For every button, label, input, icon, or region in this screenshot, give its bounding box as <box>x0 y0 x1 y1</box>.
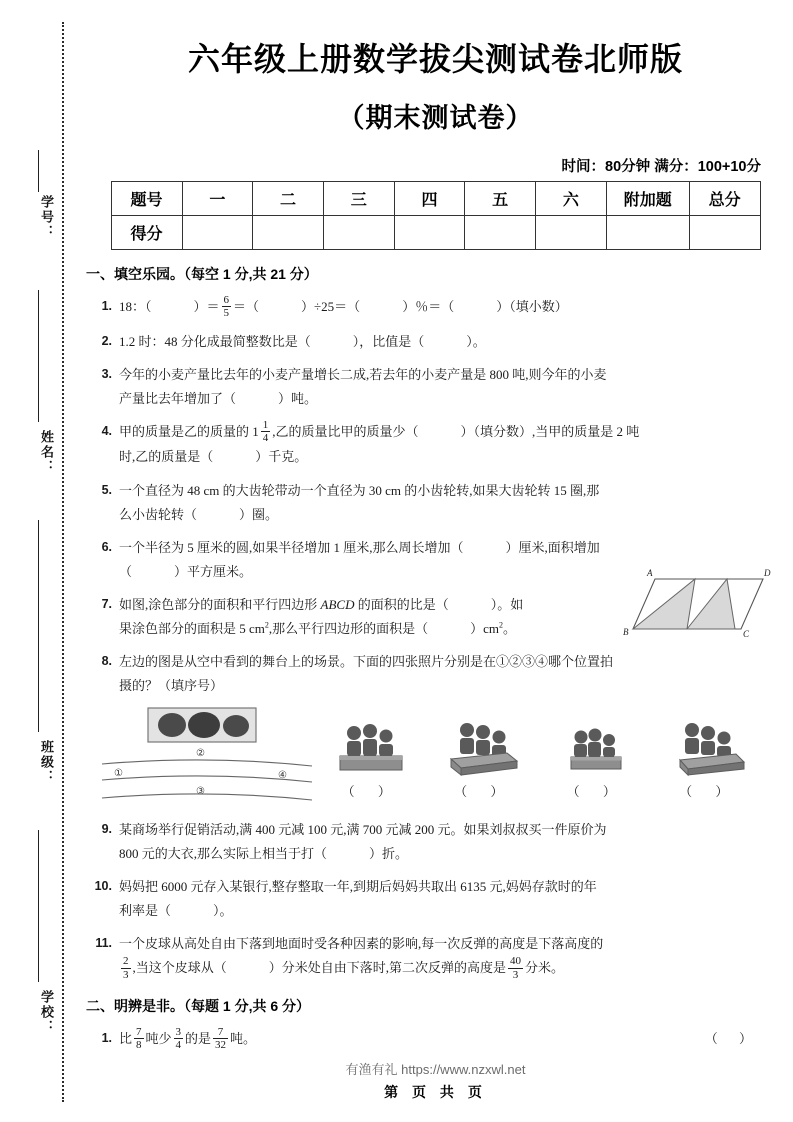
svg-text:D: D <box>764 567 771 578</box>
question-9-number: 9. <box>101 821 112 836</box>
margin-rule-4 <box>38 830 39 982</box>
q11-fraction-1-numerator: 2 <box>123 955 129 968</box>
stage-photo-1-answer[interactable]: （ ） <box>341 783 401 799</box>
q11-line-2 <box>119 956 765 982</box>
q7-line-1 <box>119 593 589 617</box>
q7-text-f: ）cm <box>470 620 500 636</box>
svg-text:①: ① <box>114 767 123 779</box>
score-table-col-total: 总分 <box>689 182 760 216</box>
question-10 <box>86 875 765 923</box>
question-3-body <box>119 363 765 411</box>
question-11 <box>86 932 765 982</box>
stage-photo-3 <box>547 719 645 802</box>
q10-text-a: 利率是（ <box>119 903 172 919</box>
tf1-fraction-1-numerator: 7 <box>136 1025 142 1038</box>
q2-text-c: ）。 <box>466 333 486 349</box>
margin-label-class: 班级： <box>39 740 54 785</box>
tf1-fraction-3 <box>213 1026 228 1052</box>
score-table-col-3: 三 <box>323 182 394 216</box>
score-cell-3[interactable] <box>323 216 394 250</box>
margin-rule-2 <box>38 290 39 422</box>
svg-text:②: ② <box>196 747 205 759</box>
question-5 <box>86 479 765 527</box>
q3-text-b: ）吨。 <box>278 390 318 406</box>
q7-text-e: ,那么平行四边形的面积是（ <box>268 620 429 636</box>
question-2 <box>86 330 765 354</box>
q9-line-1: 某商场举行促销活动,满 400 元减 100 元,满 700 元减 200 元。如果刘叔叔买一件原价为 <box>119 821 607 837</box>
q4-fraction-numerator: 1 <box>262 418 269 431</box>
svg-text:④: ④ <box>278 769 287 781</box>
q10-line-2 <box>119 899 765 923</box>
q7-text-b: 的面积的比是（ <box>354 596 449 612</box>
score-table-row-label-number: 题号 <box>111 182 182 216</box>
q8-line-1: 左边的图是从空中看到的舞台上的场景。下面的四张照片分别是在①②③④哪个位置拍 <box>119 653 614 669</box>
q8-line-2: 摄的？（填序号） <box>119 677 224 693</box>
q7-text-g: 。 <box>503 620 517 636</box>
tf-question-1-body <box>119 1027 765 1053</box>
q4-text-b: ,乙的质量比甲的质量少（ <box>272 423 419 439</box>
question-4-number: 4. <box>101 423 112 438</box>
table-row-score <box>111 216 760 250</box>
q10-text-b: ）。 <box>213 903 233 919</box>
stage-photo-2-icon <box>445 719 523 781</box>
score-table <box>111 181 761 250</box>
score-cell-1[interactable] <box>182 216 253 250</box>
q10-line-1: 妈妈把 6000 元存入某银行,整存整取一年,到期后妈妈共取出 6135 元,妈妈存款时的年 <box>119 879 597 894</box>
score-table-col-6: 六 <box>536 182 607 216</box>
question-1 <box>86 295 765 321</box>
q4-text-e: ）千克。 <box>255 449 308 465</box>
question-7-number: 7. <box>101 596 112 611</box>
score-cell-total[interactable] <box>689 216 760 250</box>
q3-text-a: 产量比去年增加了（ <box>119 390 237 406</box>
tf-question-1 <box>86 1027 765 1053</box>
q5-line-2 <box>119 503 765 527</box>
q11-fraction-2-numerator: 40 <box>510 955 522 968</box>
question-5-number: 5. <box>101 482 112 497</box>
svg-text:A: A <box>647 567 653 578</box>
question-3-number: 3. <box>101 366 112 381</box>
stage-photo-4-answer[interactable]: （ ） <box>679 783 739 799</box>
q7-shape-name: ABCD <box>320 596 355 612</box>
q11-fraction-2-denominator: 3 <box>512 968 519 981</box>
q11-text-a: ,当这个皮球从（ <box>132 960 227 976</box>
margin-label-student-id: 学号： <box>39 195 54 240</box>
q11-fraction-1 <box>121 955 131 981</box>
score-table-col-2: 二 <box>253 182 324 216</box>
score-cell-6[interactable] <box>536 216 607 250</box>
stage-photo-1 <box>322 719 420 802</box>
question-8 <box>86 650 765 698</box>
q7-text-c: ）。如 <box>490 596 524 612</box>
tf-question-1-answer[interactable]: （ ） <box>704 1030 761 1046</box>
q2-text-a: 1.2 时：48 分化成最简整数比是（ <box>119 333 311 349</box>
question-8-body <box>119 650 765 698</box>
question-8-number: 8. <box>101 653 112 668</box>
q7-text-d: 果涂色部分的面积是 5 cm <box>119 620 265 636</box>
question-9-body <box>119 818 765 866</box>
question-9 <box>86 818 765 866</box>
q5-text-a: 么小齿轮转（ <box>119 506 198 522</box>
q4-line-1 <box>119 420 765 446</box>
tf1-fraction-2-numerator: 3 <box>175 1025 182 1038</box>
tf1-text-d: 吨。 <box>230 1030 257 1046</box>
q11-fraction-1-denominator: 3 <box>123 968 129 981</box>
stage-photo-2-answer[interactable]: （ ） <box>454 783 514 799</box>
question-10-number: 10. <box>94 879 112 893</box>
page-subtitle: （期末测试卷） <box>337 103 534 133</box>
margin-label-school: 学校： <box>39 990 54 1035</box>
stage-photo-row <box>315 719 765 804</box>
q11-line-1: 一个皮球从高处自由下落到地面时受各种因素的影响,每一次反弹的高度是下落高度的 <box>119 936 604 952</box>
stage-photo-1-icon <box>332 719 410 781</box>
tf1-fraction-2 <box>174 1026 184 1052</box>
question-7-body <box>119 593 589 641</box>
tf1-fraction-3-denominator: 32 <box>215 1039 227 1052</box>
question-1-body <box>119 295 765 321</box>
q3-line-2 <box>119 387 765 411</box>
q6-text-b: ）厘米,面积增加 <box>505 539 600 555</box>
q4-fraction-denominator: 4 <box>262 432 269 445</box>
question-11-number: 11. <box>95 936 112 951</box>
exam-page <box>78 0 793 1122</box>
question-4-body <box>119 420 765 470</box>
score-cell-bonus[interactable] <box>606 216 689 250</box>
margin-label-name: 姓名： <box>39 430 54 475</box>
q4-line-2 <box>119 445 765 469</box>
question-11-body <box>119 932 765 982</box>
score-cell-5[interactable] <box>465 216 536 250</box>
q11-text-c: 分米。 <box>525 960 565 976</box>
question-4 <box>86 420 765 470</box>
q7-unit-exp-1: 2 <box>264 620 269 630</box>
q9-line-2 <box>119 842 765 866</box>
q1-text-f: ）（填小数） <box>496 298 568 314</box>
score-table-row-label-score: 得分 <box>111 216 182 250</box>
q5-text-b: ）圈。 <box>239 506 279 522</box>
tf1-fraction-3-numerator: 7 <box>213 1026 228 1039</box>
question-5-body <box>119 479 765 527</box>
page-footer-label: 第 页 共 页 <box>384 1084 487 1100</box>
tf1-fraction-1 <box>134 1026 144 1052</box>
q9-text-a: 800 元的大衣,那么实际上相当于打（ <box>119 845 328 861</box>
q1-text-c: ＝（ <box>233 298 260 314</box>
section-heading-true-false: 二、明辨是非。（每题 1 分,共 6 分） <box>86 997 311 1014</box>
q2-text-b: ），比值是（ <box>352 333 425 349</box>
score-table-col-4: 四 <box>394 182 465 216</box>
q6-line-1 <box>119 536 765 560</box>
stage-photo-3-answer[interactable]: （ ） <box>566 783 626 799</box>
watermark-text: 有渔有礼 https://www.nzxwl.net <box>345 1062 526 1077</box>
tf1-text-b: 吨少 <box>145 1030 172 1046</box>
q1-text-e: ）％＝（ <box>402 298 455 314</box>
q7-text-a: 如图,涂色部分的面积和平行四边形 <box>119 596 321 612</box>
q4-text-a: 甲的质量是乙的质量的 1 <box>119 423 259 439</box>
exam-meta-info: 时间：80分钟 满分：100+10分 <box>561 159 761 175</box>
question-3 <box>86 363 765 411</box>
q5-line-1: 一个直径为 48 cm 的大齿轮带动一个直径为 30 cm 的小齿轮转,如果大齿轮转 15 圈,那 <box>119 482 600 498</box>
q11-text-b: ）分米处自由下落时,第二次反弹的高度是 <box>268 960 507 976</box>
q6-text-a: 一个半径为 5 厘米的圆,如果半径增加 1 厘米,那么周长增加（ <box>119 539 464 555</box>
score-cell-4[interactable] <box>394 216 465 250</box>
svg-text:B: B <box>623 626 629 637</box>
q1-fraction-denominator: 5 <box>223 307 230 320</box>
q1-text-a: 18：（ <box>119 298 152 314</box>
score-cell-2[interactable] <box>253 216 324 250</box>
margin-rule-1 <box>38 150 39 192</box>
q4-text-d: 时,乙的质量是（ <box>119 449 214 465</box>
question-6-number: 6. <box>101 539 112 554</box>
question-8-figures <box>100 706 765 804</box>
q1-text-b: ）＝ <box>193 298 220 314</box>
margin-dotted-divider <box>62 22 64 1102</box>
question-2-number: 2. <box>101 333 112 348</box>
question-10-body <box>119 875 765 923</box>
q7-line-2 <box>119 617 589 641</box>
left-margin <box>0 0 78 1122</box>
score-table-col-1: 一 <box>182 182 253 216</box>
page-title: 六年级上册数学拔尖测试卷北师版 <box>187 41 683 77</box>
q7-unit-exp-2: 2 <box>499 620 504 630</box>
q1-fraction-numerator: 6 <box>223 293 230 306</box>
question-2-body <box>119 330 765 354</box>
tf-question-1-number: 1. <box>101 1030 112 1045</box>
q4-text-c: ）（填分数）,当甲的质量是 2 吨 <box>460 423 640 439</box>
question-1-number: 1. <box>101 298 112 313</box>
q9-text-b: ）折。 <box>369 845 409 861</box>
svg-text:C: C <box>743 628 750 639</box>
margin-rule-3 <box>38 520 39 732</box>
q4-fraction <box>261 419 271 445</box>
tf1-text-a: 比 <box>119 1030 133 1046</box>
q6-text-d: ）平方厘米。 <box>174 563 253 579</box>
exam-content <box>86 264 771 1052</box>
q1-fraction <box>222 294 232 320</box>
q6-text-c: （ <box>119 563 133 579</box>
svg-text:③: ③ <box>196 785 205 797</box>
score-table-col-bonus: 附加题 <box>606 182 689 216</box>
parallelogram-figure <box>623 565 773 641</box>
tf1-fraction-1-denominator: 8 <box>136 1039 142 1052</box>
tf1-fraction-2-denominator: 4 <box>175 1039 182 1052</box>
aerial-stage-diagram <box>100 706 315 804</box>
table-row-header <box>111 182 760 216</box>
q11-fraction-2 <box>508 955 523 981</box>
tf-question-1-text <box>119 1027 705 1053</box>
q1-text-d: ）÷25＝（ <box>301 298 361 314</box>
stage-photo-4 <box>660 719 758 802</box>
stage-photo-3-icon <box>557 719 635 781</box>
tf1-text-c: 的是 <box>185 1030 212 1046</box>
score-table-col-5: 五 <box>465 182 536 216</box>
stage-photo-2 <box>435 719 533 802</box>
stage-photo-4-icon <box>670 719 748 781</box>
q3-line-1: 今年的小麦产量比去年的小麦产量增长二成,若去年的小麦产量是 800 吨,则今年的小麦 <box>119 366 607 382</box>
section-heading-fill-in: 一、填空乐园。（每空 1 分,共 21 分） <box>86 266 318 282</box>
